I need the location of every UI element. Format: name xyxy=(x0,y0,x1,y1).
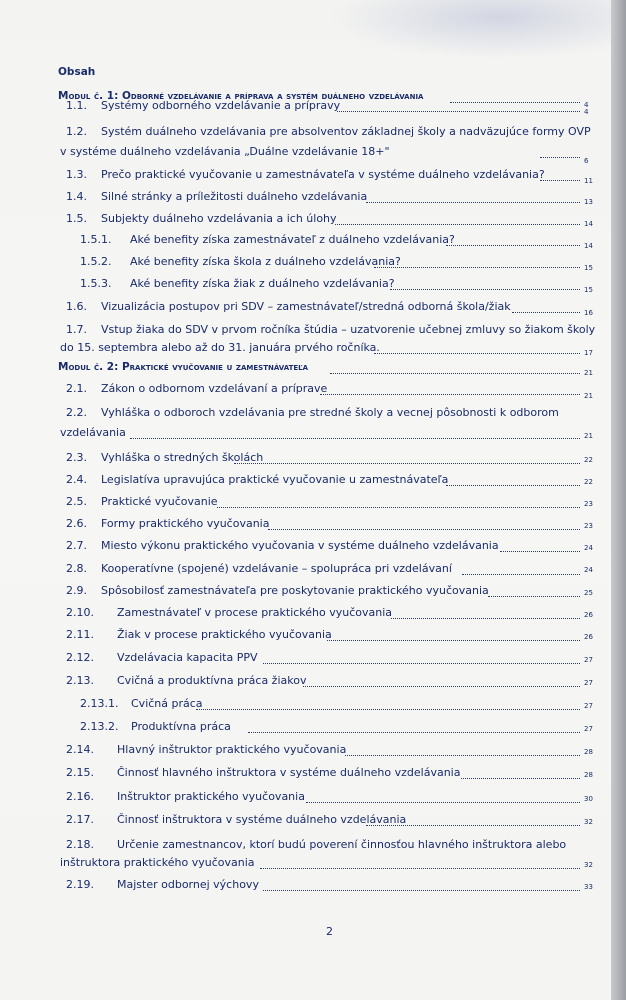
dot-leader xyxy=(248,732,580,733)
toc-page-ref: 17 xyxy=(584,349,593,357)
toc-page-ref: 26 xyxy=(584,611,593,619)
dot-leader xyxy=(335,224,580,225)
dot-leader xyxy=(540,180,580,181)
toc-entry-number: 1.4. xyxy=(66,190,87,203)
toc-entry-number: 2.2. xyxy=(66,406,87,419)
toc-page-ref: 4 xyxy=(584,101,589,109)
toc-page-ref: 22 xyxy=(584,456,593,464)
dot-leader xyxy=(327,640,580,641)
dot-leader xyxy=(512,312,580,313)
toc-page-ref: 30 xyxy=(584,795,593,803)
toc-entry-title-continued: vzdelávania xyxy=(60,426,126,439)
toc-entry-title-continued: do 15. septembra alebo až do 31. januára prvého ročníka. xyxy=(60,341,380,354)
toc-entry-number: 2.3. xyxy=(66,451,87,464)
toc-entry-number: 2.19. xyxy=(66,878,94,891)
toc-entry-number: 2.13.2. xyxy=(80,720,119,733)
toc-page-ref: 23 xyxy=(584,522,593,530)
toc-entry-number: 1.5. xyxy=(66,212,87,225)
dot-leader xyxy=(446,245,580,246)
toc-entry-title: Praktické vyučovanie xyxy=(101,495,218,508)
toc-entry-title: Cvičná a produktívna práca žiakov xyxy=(117,674,307,687)
toc-page-ref: 4 xyxy=(584,108,589,116)
toc-entry-title: Zamestnávateľ v procese praktického vyučovania xyxy=(117,606,393,619)
toc-entry-title: Žiak v procese praktického vyučovania xyxy=(117,628,332,641)
toc-entry-title-continued: v systéme duálneho vzdelávania „Duálne vzdelávanie 18+" xyxy=(60,145,390,158)
toc-page-ref: 22 xyxy=(584,478,593,486)
toc-page-ref: 28 xyxy=(584,771,593,779)
toc-entry-number: 2.13. xyxy=(66,674,94,687)
toc-entry-number: 1.3. xyxy=(66,168,87,181)
toc-entry-title: Určenie zamestnancov, ktorí budú poverení činnosťou hlavného inštruktora alebo xyxy=(117,838,567,851)
toc-entry-title: Miesto výkonu praktického vyučovania v systéme duálneho vzdelávania xyxy=(101,539,499,552)
toc-entry-number: 1.7. xyxy=(66,323,87,336)
toc-entry-number: 1.6. xyxy=(66,300,87,313)
toc-entry-title: Vstup žiaka do SDV v prvom ročníka štúdia – uzatvorenie učebnej zmluvy so žiakom školy xyxy=(101,323,596,336)
toc-entry-title: Cvičná práca xyxy=(131,697,203,710)
toc-page-ref: 6 xyxy=(584,157,589,165)
toc-page-ref: 13 xyxy=(584,198,593,206)
dot-leader xyxy=(320,394,580,395)
toc-entry-number: 2.11. xyxy=(66,628,94,641)
toc-page-ref: 14 xyxy=(584,220,593,228)
toc-entry-number: 2.9. xyxy=(66,584,87,597)
toc-page-ref: 27 xyxy=(584,702,593,710)
dot-leader xyxy=(366,825,580,826)
toc-entry-number: 2.8. xyxy=(66,562,87,575)
toc-entry-title: Vizualizácia postupov pri SDV – zamestnávateľ/stredná odborná škola/žiak xyxy=(101,300,511,313)
page-number: 2 xyxy=(326,925,333,938)
dot-leader xyxy=(446,485,580,486)
toc-page-ref: 32 xyxy=(584,818,593,826)
toc-entry-number: 1.1. xyxy=(66,99,87,112)
toc-page-ref: 15 xyxy=(584,286,593,294)
dot-leader xyxy=(366,202,580,203)
toc-page-ref: 15 xyxy=(584,264,593,272)
toc-page-ref: 14 xyxy=(584,242,593,250)
toc-entry-title: Inštruktor praktického vyučovania xyxy=(117,790,305,803)
toc-entry-title: Silné stránky a príležitosti duálneho vzdelávania xyxy=(101,190,368,203)
toc-entry-title: Aké benefity získa zamestnávateľ z duálneho vzdelávania? xyxy=(130,233,455,246)
toc-page-ref: 24 xyxy=(584,544,593,552)
dot-leader xyxy=(196,709,580,710)
dot-leader xyxy=(263,663,580,664)
toc-page-ref: 11 xyxy=(584,177,593,185)
toc-entry-title: Spôsobilosť zamestnávateľa pre poskytovanie praktického vyučovania xyxy=(101,584,489,597)
toc-entry-title: Vzdelávacia kapacita PPV xyxy=(117,651,258,664)
toc-entry-number: 2.1. xyxy=(66,382,87,395)
toc-entry-number: 2.10. xyxy=(66,606,94,619)
toc-page-ref: 33 xyxy=(584,883,593,891)
toc-entry-number: 2.4. xyxy=(66,473,87,486)
toc-entry-title: Zákon o odbornom vzdelávaní a príprave xyxy=(101,382,328,395)
toc-module-title: Modul č. 2: Praktické vyučovanie u zamestnávateľa xyxy=(58,361,309,373)
toc-entry-title: Produktívna práca xyxy=(131,720,231,733)
toc-entry-number: 2.15. xyxy=(66,766,94,779)
toc-entry-title: Legislatíva upravujúca praktické vyučovanie u zamestnávateľa xyxy=(101,473,449,486)
toc-page-ref: 28 xyxy=(584,748,593,756)
toc-entry-title: Vyhláška o stredných školách xyxy=(101,451,264,464)
toc-entry-title: Formy praktického vyučovania xyxy=(101,517,270,530)
toc-entry-number: 2.18. xyxy=(66,838,94,851)
toc-entry-number: 2.6. xyxy=(66,517,87,530)
dot-leader xyxy=(461,778,580,779)
toc-entry-title: Aké benefity získa žiak z duálneho vzdelávania? xyxy=(130,277,395,290)
toc-page-ref: 27 xyxy=(584,725,593,733)
toc-entry-number: 2.14. xyxy=(66,743,94,756)
dot-leader xyxy=(462,574,580,575)
dot-leader xyxy=(390,289,580,290)
toc-page-ref: 26 xyxy=(584,633,593,641)
toc-entry-number: 2.7. xyxy=(66,539,87,552)
toc-entry-title: Systémy odborného vzdelávanie a prípravy xyxy=(101,99,341,112)
dot-leader xyxy=(303,686,580,687)
toc-entry-number: 2.13.1. xyxy=(80,697,119,710)
toc-page-ref: 27 xyxy=(584,656,593,664)
toc-page-ref: 32 xyxy=(584,861,593,869)
toc-entry-number: 1.5.1. xyxy=(80,233,112,246)
toc-page-ref: 21 xyxy=(584,392,593,400)
toc-entry-number: 2.5. xyxy=(66,495,87,508)
toc-entry-number: 1.2. xyxy=(66,125,87,138)
toc-entry-title: Hlavný inštruktor praktického vyučovania xyxy=(117,743,347,756)
toc-entry-title: Činnosť inštruktora v systéme duálneho vzdelávania xyxy=(117,813,407,826)
dot-leader xyxy=(306,802,580,803)
toc-page-ref: 16 xyxy=(584,309,593,317)
toc-entry-number: 2.16. xyxy=(66,790,94,803)
toc-entry-title: Subjekty duálneho vzdelávania a ich úlohy xyxy=(101,212,337,225)
toc-entry-title: Vyhláška o odboroch vzdelávania pre stredné školy a vecnej pôsobnosti k odborom xyxy=(101,406,559,419)
toc-entry-title-continued: inštruktora praktického vyučovania xyxy=(60,856,255,869)
toc-entry-number: 1.5.3. xyxy=(80,277,112,290)
toc-entry-number: 2.17. xyxy=(66,813,94,826)
toc-module-title: Modul č. 1: Odborné vzdelávanie a príprava a systém duálneho vzdelávania xyxy=(58,90,424,102)
dot-leader xyxy=(234,463,580,464)
dot-leader xyxy=(330,373,580,374)
dot-leader xyxy=(345,755,580,756)
toc-page-ref: 24 xyxy=(584,566,593,574)
toc-entry-title: Činnosť hlavného inštruktora v systéme duálneho vzdelávania xyxy=(117,766,461,779)
toc-page-ref: 21 xyxy=(584,369,593,377)
page-edge-shadow xyxy=(611,0,626,1000)
dot-leader xyxy=(391,618,580,619)
toc-page-ref: 25 xyxy=(584,589,593,597)
dot-leader xyxy=(374,353,580,354)
toc-title: Obsah xyxy=(58,66,96,78)
toc-page-ref: 23 xyxy=(584,500,593,508)
toc-page-ref: 21 xyxy=(584,432,593,440)
dot-leader xyxy=(337,111,580,112)
dot-leader xyxy=(540,157,580,158)
dot-leader xyxy=(260,868,580,869)
dot-leader xyxy=(263,890,580,891)
toc-page-ref: 27 xyxy=(584,679,593,687)
dot-leader xyxy=(450,102,580,103)
dot-leader xyxy=(500,551,580,552)
toc-entry-title: Prečo praktické vyučovanie u zamestnávateľa v systéme duálneho vzdelávania? xyxy=(101,168,545,181)
toc-entry-title: Majster odbornej výchovy xyxy=(117,878,259,891)
dot-leader xyxy=(130,438,580,439)
toc-entry-title: Kooperatívne (spojené) vzdelávanie – spolupráca pri vzdelávaní xyxy=(101,562,452,575)
dot-leader xyxy=(268,529,580,530)
toc-entry-number: 2.12. xyxy=(66,651,94,664)
dot-leader xyxy=(217,507,580,508)
toc-entry-number: 1.5.2. xyxy=(80,255,112,268)
toc-entry-title: Aké benefity získa škola z duálneho vzdelávania? xyxy=(130,255,401,268)
dot-leader xyxy=(488,596,580,597)
toc-entry-title: Systém duálneho vzdelávania pre absolventov základnej školy a nadväzujúce formy OVP xyxy=(101,125,591,138)
dot-leader xyxy=(374,267,580,268)
